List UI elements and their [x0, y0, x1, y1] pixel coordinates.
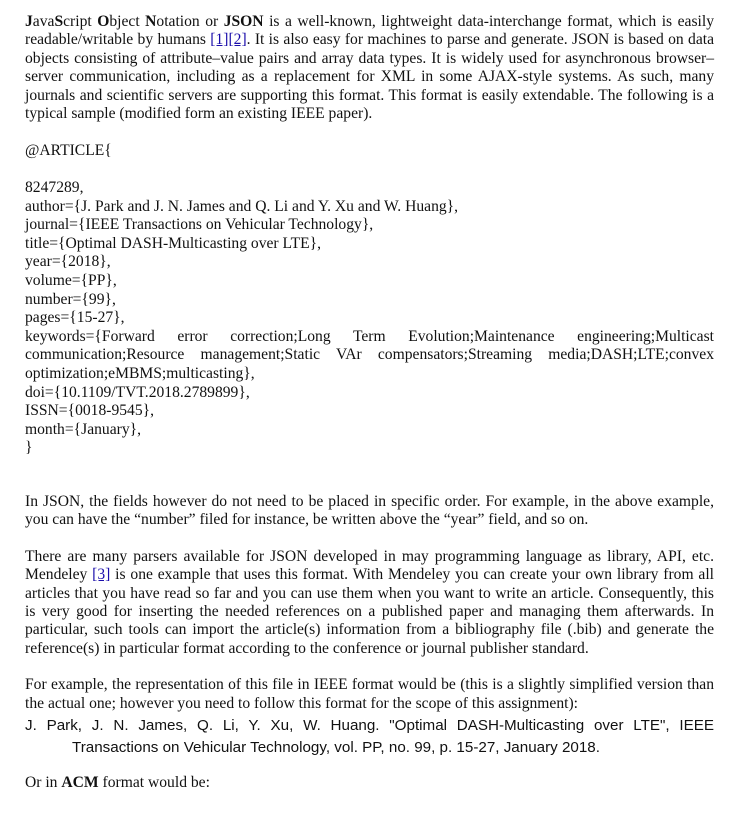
json-letter-j: J	[25, 13, 33, 30]
bibtex-line: volume={PP},	[25, 272, 117, 289]
field-order-paragraph: In JSON, the fields however do not need to be placed in specific order. For example, in the above example, you can have the “number” filed for instance, be written above the “year” field, and so on.	[25, 492, 714, 529]
text-run: or	[199, 13, 224, 30]
bibtex-line: author={J. Park and J. N. James and Q. Li and Y. Xu and W. Huang},	[25, 197, 459, 215]
bibtex-sample	[25, 142, 714, 458]
acm-intro-paragraph	[25, 774, 714, 792]
json-term: JSON	[223, 13, 264, 30]
ieee-reference-line-2: Transactions on Vehicular Technology, vol. PP, no. 99, p. 15-27, January 2018.	[72, 739, 600, 756]
text-run: . It is also easy for machines to parse and generate. JSON is based on data objects consisting of attribute–value pairs and array data types. It is widely used for asynchronous browser–server communication, including as a replacement for XML in some AJAX-style systems. As such, many journals and scientific servers are supporting this format. This format is easily extendable. The following is a typical sample (modified form an existing IEEE paper).	[25, 31, 714, 123]
text-run: Or in	[25, 774, 62, 791]
bibtex-keywords-line: optimization;eMBMS;multicasting},	[25, 364, 255, 382]
text-run: ava	[32, 13, 55, 30]
json-letter-n: N	[145, 13, 157, 30]
json-letter-s: S	[54, 13, 64, 30]
acm-term: ACM	[61, 774, 99, 791]
mendeley-paragraph	[25, 548, 714, 658]
reference-link-2[interactable]: [2]	[228, 31, 247, 49]
text-run: otation	[156, 13, 200, 30]
text-run: There are many parsers available for JSON developed in may programming language as library, API, etc. Mendeley	[25, 547, 714, 584]
text-run: is a well-known, lightweight data-interchange format, which is easily readable/writable by humans	[25, 13, 714, 49]
bibtex-line: ISSN={0018-9545},	[25, 402, 155, 420]
bibtex-line: title={Optimal DASH-Multicasting over LTE},	[25, 234, 322, 252]
ieee-intro-paragraph: For example, the representation of this file in IEEE format would be (this is a slightly simplified version than the actual one; however you need to follow this format for the scope of this assignment):	[25, 676, 714, 712]
text-run: cript	[63, 13, 98, 30]
bibtex-line: number={99},	[25, 290, 116, 308]
reference-link-1[interactable]: [1]	[210, 31, 229, 49]
bibtex-line: month={January},	[25, 420, 142, 438]
bibtex-keywords-line: keywords={Forward error correction;Long Term Evolution;Maintenance engineering;Multicast	[25, 327, 714, 345]
reference-link-3[interactable]: [3]	[92, 566, 111, 584]
bibtex-keywords-line: communication;Resource management;Static VAr compensators;Streaming media;DASH;LTE;convex	[25, 346, 714, 364]
bibtex-line: 8247289,	[25, 179, 84, 197]
document-page	[25, 13, 714, 792]
ieee-reference-line-1: J. Park, J. N. James, Q. Li, Y. Xu, W. Huang. "Optimal DASH-Multicasting over LTE", IEEE	[25, 717, 714, 734]
bibtex-header: @ARTICLE{	[25, 142, 112, 160]
bibtex-line: year={2018},	[25, 253, 111, 271]
intro-paragraph	[25, 13, 714, 123]
text-run: bject	[109, 13, 146, 30]
ieee-reference-example	[25, 715, 714, 759]
text-run: is one example that uses this format. With Mendeley you can create your own library from all articles that you have read so far and you can use them when you want to write an article. Consequently, this is very good for inserting the needed references on a published paper and managing them afterwards. In particular, such tools can import the article(s) information from a bibliography file (.bib) and generate the reference(s) in particular format according to the conference or journal publisher standard.	[25, 566, 714, 657]
bibtex-closing-brace: }	[25, 439, 33, 457]
bibtex-line: journal={IEEE Transactions on Vehicular Technology},	[25, 216, 374, 234]
json-letter-o: O	[97, 13, 110, 30]
bibtex-line: doi={10.1109/TVT.2018.2789899},	[25, 383, 250, 401]
bibtex-line: pages={15-27},	[25, 309, 125, 327]
text-run: format would be:	[98, 774, 210, 791]
